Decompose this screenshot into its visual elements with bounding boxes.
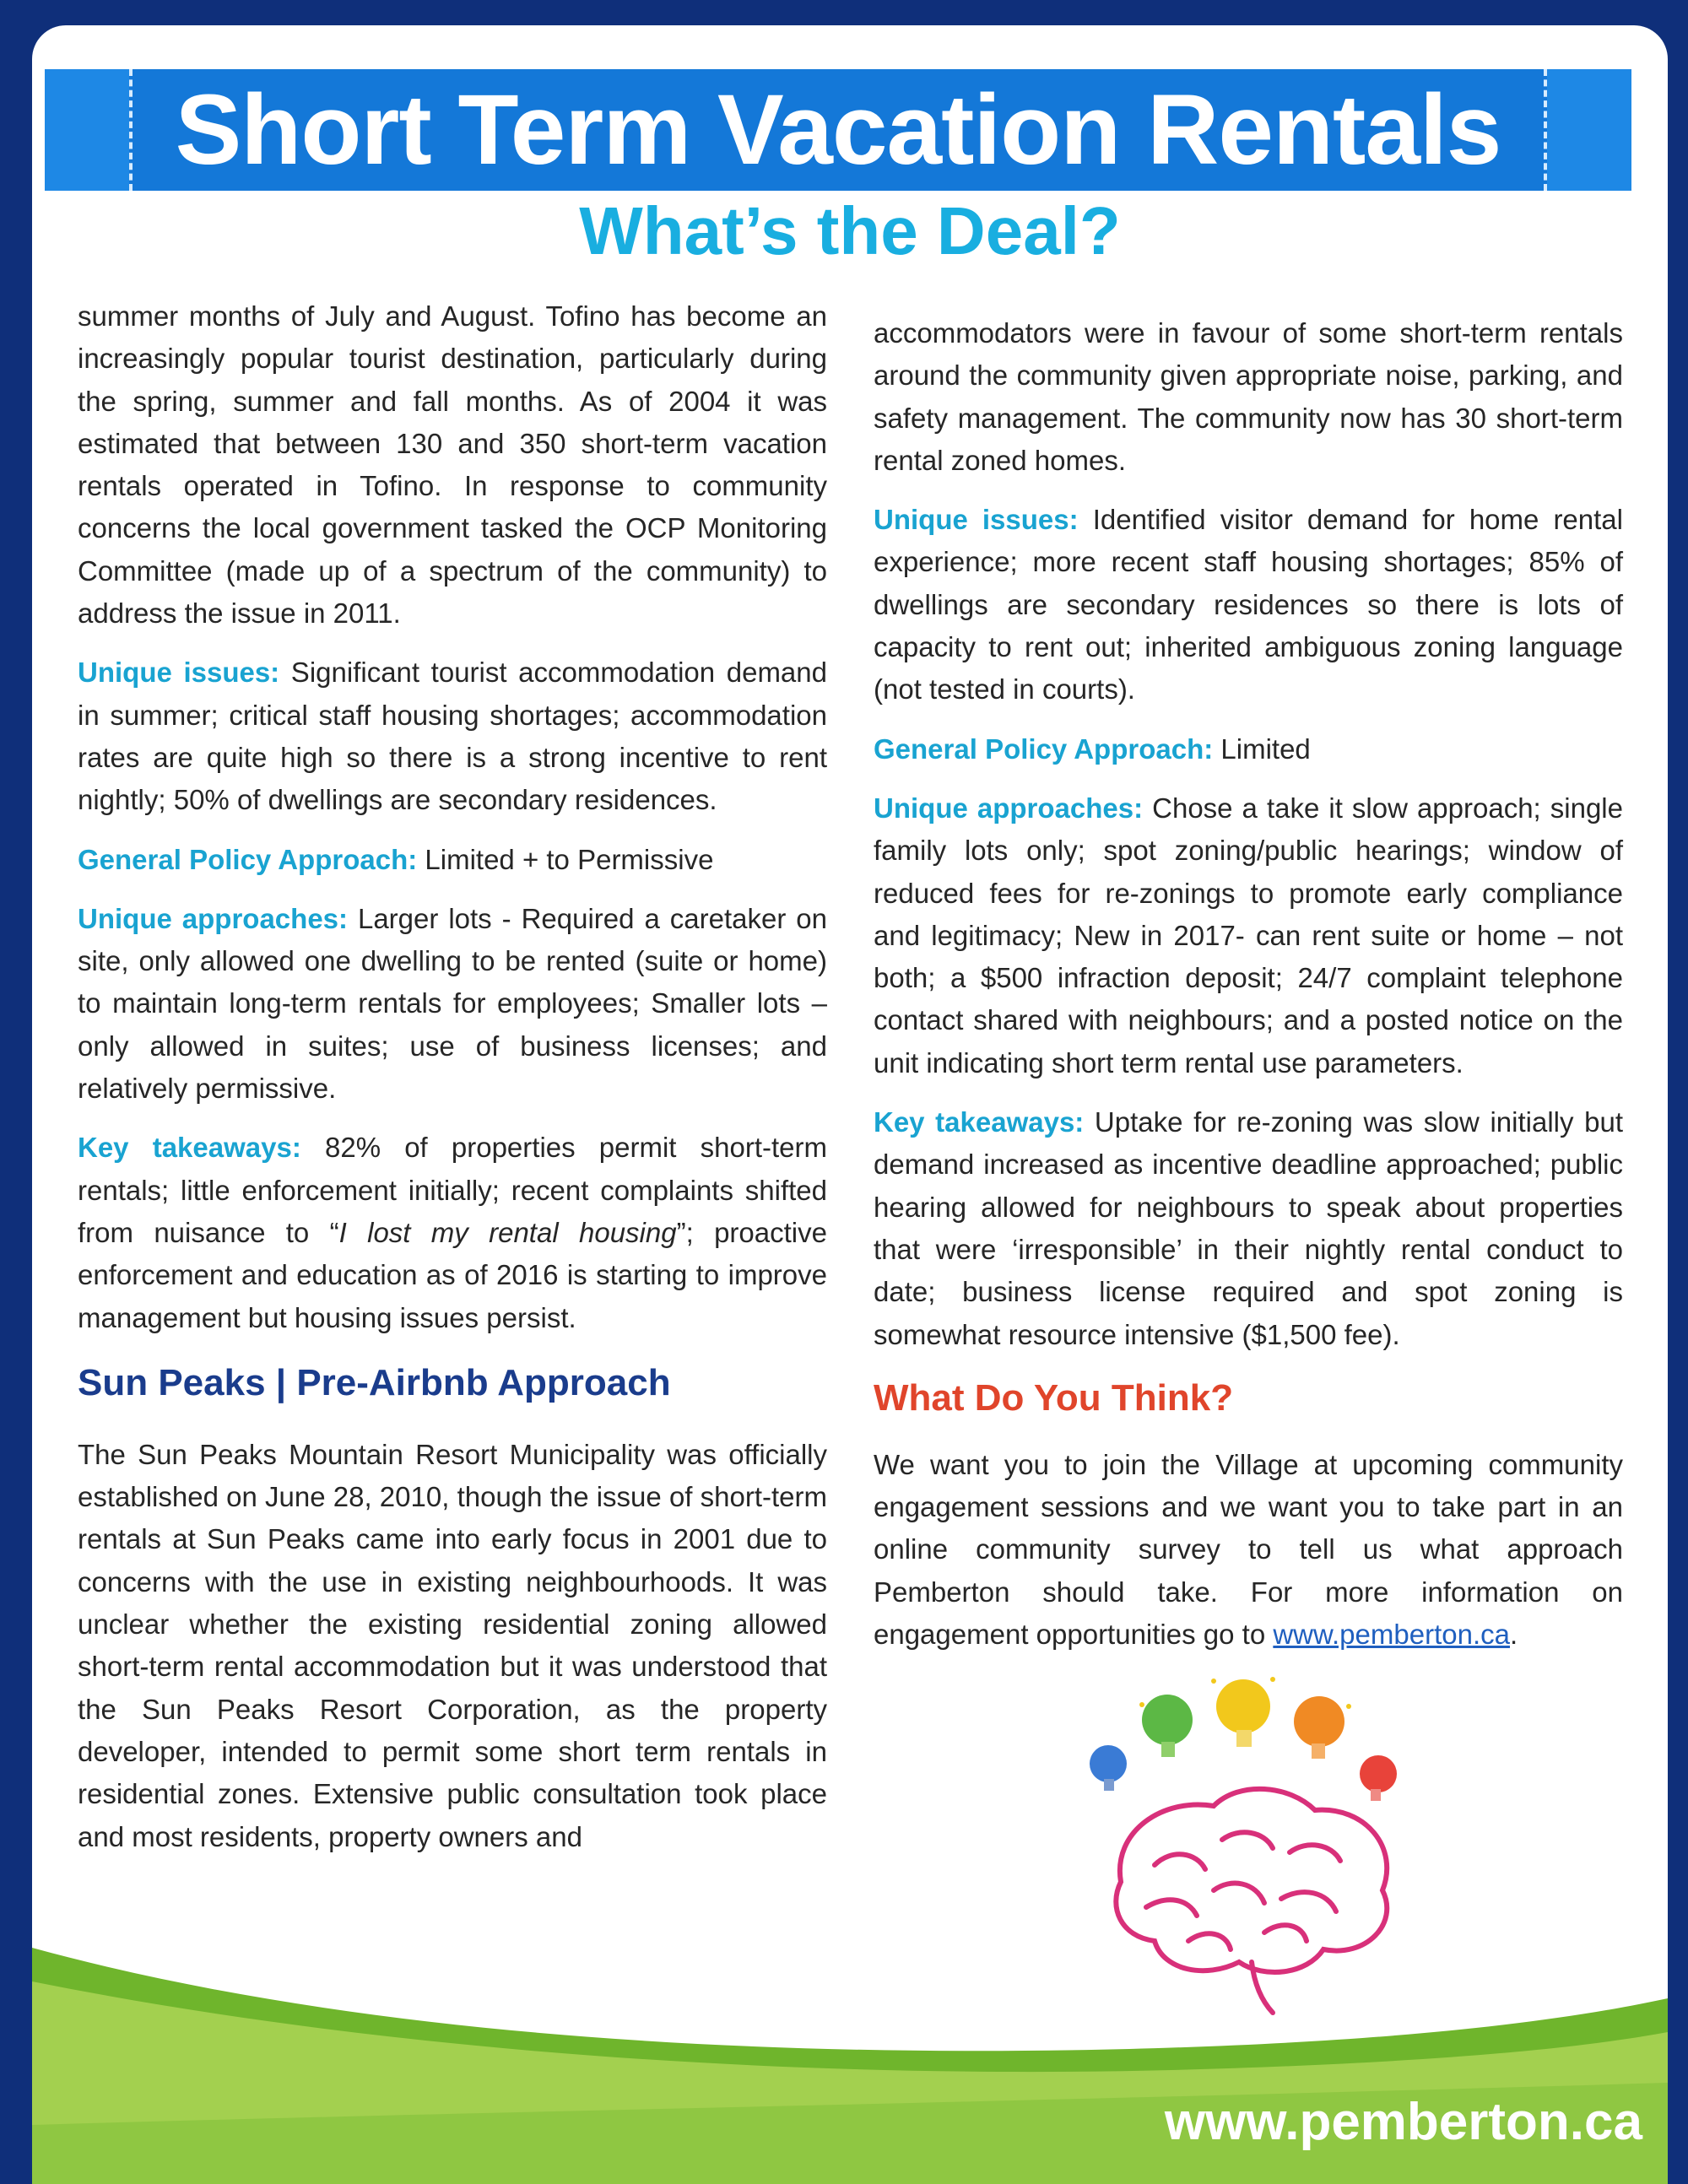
tofino-approaches-paragraph [78, 898, 827, 1110]
title-banner [45, 69, 1631, 191]
takeaways-label: Key takeaways: [78, 1132, 301, 1164]
takeaways-text-a: 82% of properties permit short-term rentals; little enforcement initially; recent complaints shifted from nuisance to “ [78, 1132, 827, 1248]
sun-peaks-takeaways-paragraph [874, 1101, 1623, 1356]
what-do-you-think-paragraph [874, 1444, 1623, 1656]
policy-text: Limited [1213, 733, 1311, 765]
policy-label: General Policy Approach: [874, 733, 1214, 765]
issues-label: Unique issues: [78, 657, 280, 689]
footer-website-url[interactable]: www.pemberton.ca [1164, 2093, 1642, 2151]
sun-peaks-heading: Sun Peaks | Pre-Airbnb Approach [78, 1361, 671, 1403]
tofino-policy-paragraph [78, 839, 827, 881]
tofino-intro-paragraph: summer months of July and August. Tofino has become an increasingly popular tourist destination, particularly during the spring, summer and fall months. As of 2004 it was estimated that between 130 and 350 short-term vacation rentals operated in Tofino. In response to community concerns the local government tasked the OCP Monitoring Committee (made up of a spectrum of the community) to address the issue in 2011. [78, 300, 827, 630]
what-do-you-think-heading: What Do You Think? [874, 1376, 1234, 1419]
page-title: Short Term Vacation Rentals [175, 74, 1501, 186]
issues-text: Identified visitor demand for home rental experience; more recent staff housing shortages; 85% of dwellings are secondary residences so there is lots of capacity to rent out; inherited ambiguous zoning language (not tested in courts). [874, 504, 1623, 705]
tofino-issues-paragraph [78, 651, 827, 821]
tofino-takeaways-paragraph [78, 1127, 827, 1338]
flyer-page [32, 25, 1668, 2184]
title-banner-inner [129, 69, 1547, 191]
green-bulb-icon [1142, 1695, 1193, 1757]
page-subtitle: What’s the Deal? [579, 193, 1121, 268]
blue-bulb-icon [1090, 1745, 1127, 1791]
pemberton-website-link[interactable]: www.pemberton.ca [1273, 1619, 1510, 1651]
sun-peaks-policy-paragraph [874, 728, 1623, 770]
think-end: . [1509, 1619, 1518, 1651]
approaches-text: Larger lots - Required a caretaker on site, only allowed one dwelling to be rented (suite or home) to maintain long-term rentals for employees; Smaller lots – only allowed in suites; use of business licenses; and relatively permissive. [78, 902, 827, 1105]
takeaways-label: Key takeaways: [874, 1106, 1085, 1138]
sun-peaks-continued-paragraph: accommodators were in favour of some short-term rentals around the community given appropriate noise, parking, and safety management. The community now has 30 short-term rental zoned homes. [874, 317, 1623, 476]
takeaways-quote: I lost my rental housing [338, 1216, 677, 1248]
approaches-text: Chose a take it slow approach; single family lots only; spot zoning/public hearings; window of reduced fees for re-zonings to promote early compliance and legitimacy; New in 2017- can rent suite or home – not both; a $500 infraction deposit; 24/7 complaint telephone contact shared with neighbours; and a posted notice on the unit indicating short term rental use parameters. [874, 792, 1623, 1078]
right-column [874, 312, 1623, 1673]
policy-text: Limited + to Permissive [417, 843, 714, 875]
yellow-bulb-icon [1216, 1679, 1270, 1747]
sun-peaks-approaches-paragraph [874, 787, 1623, 1084]
approaches-label: Unique approaches: [874, 792, 1144, 824]
sun-peaks-issues-paragraph [874, 499, 1623, 711]
issues-label: Unique issues: [874, 504, 1079, 536]
approaches-label: Unique approaches: [78, 902, 349, 934]
left-column [78, 295, 827, 1875]
red-bulb-icon [1360, 1755, 1397, 1801]
takeaways-text: Uptake for re-zoning was slow initially but demand increased as incentive deadline approached; public hearing allowed for neighbours to speak about properties that were ‘irresponsible’ in their nightly rental conduct to date; business license required and spot zoning is somewhat resource intensive ($1,500 fee). [874, 1106, 1623, 1350]
think-text: We want you to join the Village at upcoming community engagement sessions and we want you to take part in an online community survey to tell us what approach Pemberton should take. For more information on engagement opportunities go to [874, 1448, 1623, 1651]
issues-text: Significant tourist accommodation demand in summer; critical staff housing shortages; accommodation rates are quite high so there is a strong incentive to rent nightly; 50% of dwellings are secondary residences. [78, 657, 827, 816]
takeaways-text-b: ”; proactive enforcement and education as of 2016 is starting to improve management but housing issues persist. [78, 1216, 827, 1333]
orange-bulb-icon [1294, 1696, 1344, 1759]
policy-label: General Policy Approach: [78, 843, 418, 875]
sun-peaks-paragraph: The Sun Peaks Mountain Resort Municipality was officially established on June 28, 2010, though the issue of short-term rentals at Sun Peaks came into early focus in 2001 due to concerns with the use in existing neighbourhoods. It was unclear whether the existing residential zoning allowed short-term rental accommodation but it was understood that the Sun Peaks Resort Corporation, as the property developer, intended to permit some short term rentals in residential zones. Extensive public consultation took place and most residents, property owners and [78, 1438, 827, 1852]
